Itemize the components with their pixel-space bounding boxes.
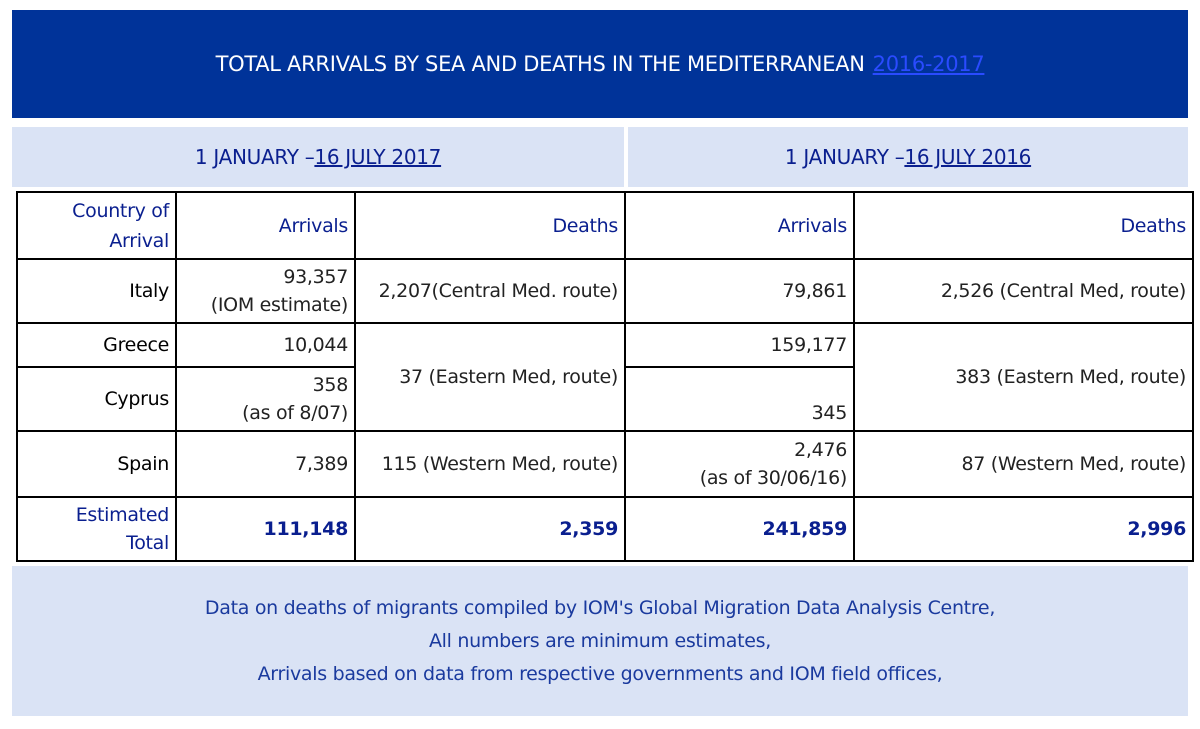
- title-years-link[interactable]: 2016-2017: [872, 52, 985, 76]
- table-row-italy: [17, 259, 1193, 323]
- table-row-spain: [17, 431, 1193, 497]
- note-line-2: All numbers are minimum estimates,: [428, 629, 771, 652]
- total-deaths-2016: 2,996: [854, 497, 1193, 561]
- total-arrivals-2017: 111,148: [176, 497, 355, 561]
- period-header-2016: [628, 127, 1188, 187]
- deaths-2016-central: 2,526 (Central Med, route): [854, 259, 1193, 323]
- total-label: Estimated Total: [17, 497, 176, 561]
- period-header-2017: [12, 127, 624, 187]
- arrivals-2017-spain: 7,389: [176, 431, 355, 497]
- table-row-total: [17, 497, 1193, 561]
- deaths-2016-western: 87 (Western Med, route): [854, 431, 1193, 497]
- note-line-3: Arrivals based on data from respective governments and IOM field offices,: [257, 662, 943, 685]
- period-2016-date: 16 JULY 2016: [904, 145, 1032, 169]
- arrivals-2017-italy: 93,357 (IOM estimate): [176, 259, 355, 323]
- country-italy: Italy: [17, 259, 176, 323]
- table-row-greece: [17, 323, 1193, 367]
- period-2017-date: 16 JULY 2017: [314, 145, 442, 169]
- arrivals-2016-greece: 159,177: [625, 323, 854, 367]
- arrivals-2016-italy: 79,861: [625, 259, 854, 323]
- title-text: TOTAL ARRIVALS BY SEA AND DEATHS IN THE MEDITERRANEAN: [215, 52, 865, 76]
- note-line-1: Data on deaths of migrants compiled by IOM's Global Migration Data Analysis Centre,: [204, 596, 996, 619]
- country-spain: Spain: [17, 431, 176, 497]
- period-2016-prefix: 1 JANUARY –: [784, 145, 905, 169]
- arrivals-2017-cyprus: 358 (as of 8/07): [176, 367, 355, 431]
- arrivals-2017-greece: 10,044: [176, 323, 355, 367]
- deaths-2017-central: 2,207(Central Med. route): [355, 259, 625, 323]
- total-arrivals-2016: 241,859: [625, 497, 854, 561]
- period-2017-prefix: 1 JANUARY –: [194, 145, 315, 169]
- source-notes: [12, 566, 1188, 716]
- header-deaths-2016: Deaths: [854, 192, 1193, 259]
- title-banner: [12, 10, 1188, 118]
- header-arrivals-2017: Arrivals: [176, 192, 355, 259]
- country-cyprus: Cyprus: [17, 367, 176, 431]
- total-deaths-2017: 2,359: [355, 497, 625, 561]
- country-greece: Greece: [17, 323, 176, 367]
- deaths-2017-eastern: 37 (Eastern Med, route): [355, 323, 625, 431]
- arrivals-2016-spain: 2,476 (as of 30/06/16): [625, 431, 854, 497]
- deaths-2017-western: 115 (Western Med, route): [355, 431, 625, 497]
- header-country: Country of Arrival: [17, 192, 176, 259]
- table-header-row: [17, 192, 1193, 259]
- arrivals-deaths-table: [16, 191, 1194, 562]
- deaths-2016-eastern: 383 (Eastern Med, route): [854, 323, 1193, 431]
- arrivals-2016-cyprus: 345: [625, 367, 854, 431]
- header-arrivals-2016: Arrivals: [625, 192, 854, 259]
- header-deaths-2017: Deaths: [355, 192, 625, 259]
